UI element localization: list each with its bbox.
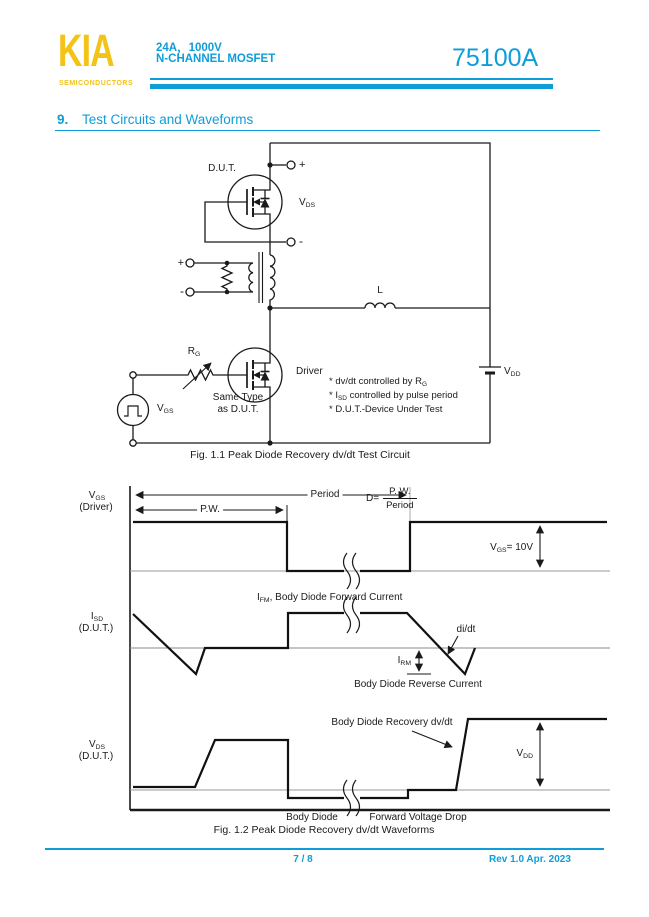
irm-label: $I_{RM}$ [397,655,411,667]
note-isd: * $I_{SD}$ controlled by pulse period [329,390,458,402]
inductor-symbol [365,303,395,308]
note-dvdt: * dv/dt controlled by $R_G$ [329,376,427,388]
minus-terminal-circle [287,238,295,246]
isd-waveform [133,613,344,674]
minus-terminal-label: - [299,234,303,248]
vds-waveform-right [360,719,607,798]
source-node-circle [130,440,136,446]
vgs-label: $V_{GS}$ [157,403,174,415]
revision-label: Rev 1.0 Apr. 2023 [489,854,571,865]
duty-cycle-formula: D= $\frac{P. W.}{\text{Period}}$ [366,486,417,511]
annotation-arrows [136,495,540,786]
device-type: N-CHANNEL MOSFET [156,53,276,65]
recovery-dvdt-label: Body Diode Recovery dv/dt [331,717,453,728]
plot3-axis-label: $V_{DS}$ [88,739,106,751]
recovery-pointer-arrow [412,731,452,747]
footer-rule [45,848,604,850]
rg-label: $R_G$ [187,346,201,358]
forward-voltage-drop-label: Forward Voltage Drop [369,812,467,823]
xfmr-shunt-resistor [222,263,232,292]
plot2-axis-label-line2: (D.U.T.) [78,623,114,634]
vdd-battery-symbol [479,367,501,373]
same-type-label-line1: Same Type [212,392,264,403]
dut-label: D.U.T. [208,163,236,174]
vdd-label: $V_{DD}$ [504,366,521,378]
didt-label: di/dt [456,624,476,635]
note-dut: * D.U.T.-Device Under Test [329,404,443,415]
vgs-waveform [133,522,344,571]
xfmr-core [259,252,263,303]
plus-terminal-label: + [299,159,306,171]
vdd-level-label: $V_{DD}$ [516,748,533,760]
part-number: 75100A [452,44,539,72]
kia-logo-subtitle: SEMICONDUCTORS [59,80,134,87]
vgs-waveform-right [360,522,607,571]
fig2-caption: Fig. 1.2 Peak Diode Recovery dv/dt Waveforms [213,824,435,836]
period-label: Period [308,489,343,501]
plot1-axis-label: $V_{GS}$ [88,490,106,502]
xfmr-primary-winding [249,263,253,292]
plot1-axis-label-line2: (Driver) [79,502,113,513]
section-title: Test Circuits and Waveforms [82,112,254,127]
didt-pointer-arrow [448,636,458,654]
gate-node-circle [130,372,136,378]
same-type-label-line2: as D.U.T. [217,404,259,415]
plot2-axis-label: $I_{SD}$ [90,611,104,623]
device-rating: 24A，1000V [156,42,222,54]
isd-waveform-right [360,613,475,674]
xfmr-plus-terminal-circle [186,259,194,267]
inductor-label: L [377,285,383,296]
fig2-waveforms [130,486,610,816]
plus-terminal-circle [287,161,295,169]
xfmr-minus-label: - [180,284,184,298]
kia-logo: KIA [58,25,114,76]
reverse-current-label: Body Diode Reverse Current [354,679,482,690]
vgs-pulse-source [118,395,149,426]
ifm-label: $I_{FM}$, Body Diode Forward Current [257,592,403,604]
driver-label: Driver [296,366,323,377]
xfmr-plus-label: + [177,257,184,269]
plot3-axis-label-line2: (D.U.T.) [78,751,114,762]
xfmr-minus-terminal-circle [186,288,194,296]
vgs-10v-label: $V_{GS}= 10V$ [490,542,533,554]
page-number: 7 / 8 [293,854,313,865]
xfmr-secondary-winding [270,255,275,308]
fig1-caption: Fig. 1.1 Peak Diode Recovery dv/dt Test Circuit [190,449,410,461]
rg-resistor [185,370,215,380]
pw-label: P.W. [197,504,223,516]
section-number: 9. [57,112,69,127]
vds-label: $V_{DS}$ [299,197,316,209]
body-diode-label: Body Diode [286,812,338,823]
vds-waveform [133,740,344,798]
